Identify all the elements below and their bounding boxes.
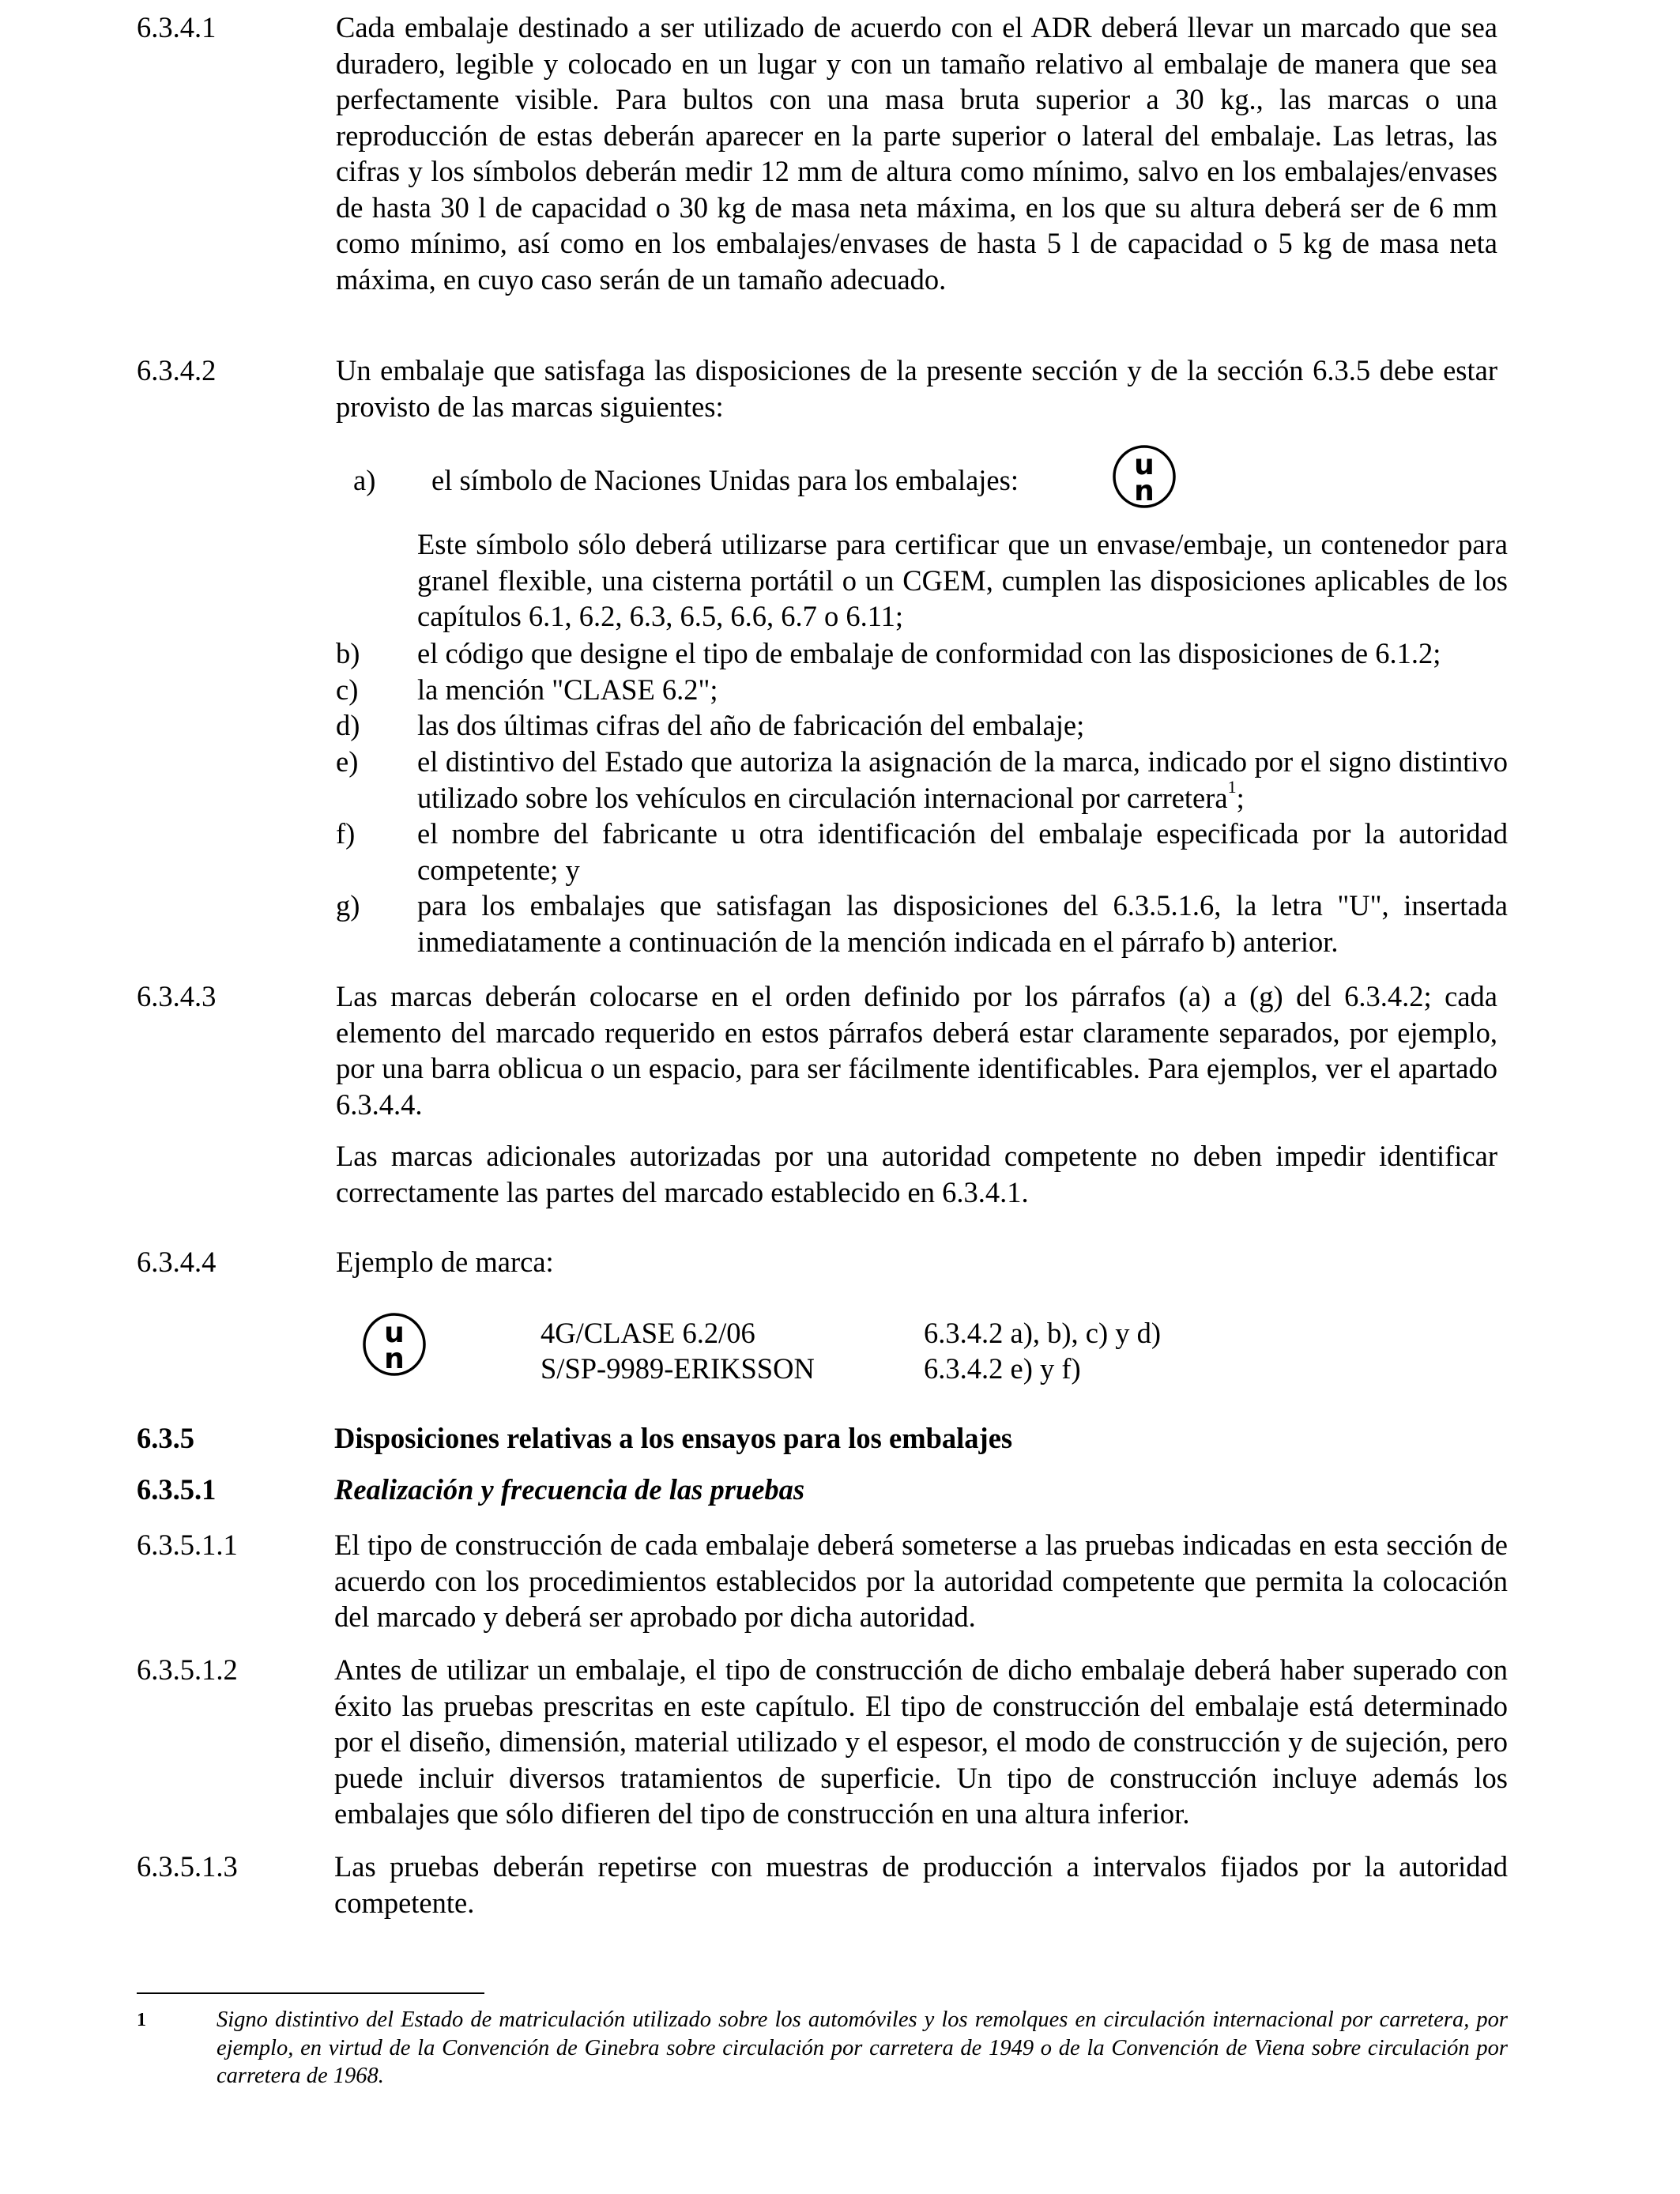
list-item-text <box>417 744 1508 816</box>
list-item-note <box>417 526 1508 635</box>
paragraph: Este símbolo sólo deberá utilizarse para certificar que un envase/embaje, un contenedor para granel flexible, una cisterna portátil o un CGEM, cumplen las disposiciones aplicables de los capítulos 6.1, 6.2, 6.3, 6.5, 6.6, 6.7 o 6.11; <box>417 528 1508 632</box>
list-item-text: el código que designe el tipo de embalaje de conformidad con las disposiciones de 6.1.2; <box>417 637 1441 669</box>
un-packaging-symbol-icon <box>362 1312 427 1377</box>
list-item-text: el símbolo de Naciones Unidas para los embalajes: <box>431 464 1019 496</box>
footnote-separator <box>137 1992 484 1994</box>
un-packaging-symbol-icon <box>1112 444 1177 509</box>
list-item-letter: d) <box>336 709 360 741</box>
section-text <box>334 1849 1508 1921</box>
example-mark: 4G/CLASE 6.2/06 <box>541 1317 755 1349</box>
section-text <box>336 978 1497 1122</box>
section-number: 6.3.5.1.1 <box>137 1529 238 1561</box>
section-number: 6.3.5.1 <box>137 1473 217 1506</box>
list-item-suffix: ; <box>1236 781 1245 814</box>
paragraph: El tipo de construcción de cada embalaje deberá someterse a las pruebas indicadas en esta sección de acuerdo con los procedimientos establecidos por la autoridad competente que permita la colocación del marcado y deberá ser aprobado por dicha autoridad. <box>334 1529 1508 1633</box>
paragraph: Cada embalaje destinado a ser utilizado de acuerdo con el ADR deberá llevar un marcado que sea duradero, legible y colocado en un lugar y con un tamaño relativo al embalaje de manera que sea perfectamente visible. Para bultos con una masa bruta superior a 30 kg., las marcas o una reproducción de estas deberán aparecer en la parte superior o lateral del embalaje. Las letras, las cifras y los símbolos deberán medir 12 mm de altura como mínimo, salvo en los embalajes/envases de hasta 30 l de capacidad o 30 kg de masa neta máxima, en los que su altura deberá ser de 6 mm como mínimo, así como en los embalajes/envases de hasta 5 l de capacidad o 5 kg de masa neta máxima, en cuyo caso serán de un tamaño adecuado. <box>336 11 1497 296</box>
section-title: Ejemplo de marca: <box>336 1246 554 1278</box>
list-item-letter: b) <box>336 637 360 669</box>
list-item-body: el distintivo del Estado que autoriza la asignación de la marca, indicado por el signo distintivo utilizado sobre los vehículos en circulación internacional por carretera <box>417 745 1508 814</box>
un-symbol-top-letter: u <box>1134 449 1155 481</box>
list-item-text: para los embalajes que satisfagan las disposiciones del 6.3.5.1.6, la letra "U", insertada inmediatamente a continuación de la mención indicada en el párrafo b) anterior. <box>417 889 1508 958</box>
section-number: 6.3.5.1.2 <box>137 1653 238 1686</box>
paragraph: Las pruebas deberán repetirse con muestras de producción a intervalos fijados por la autoridad competente. <box>334 1850 1508 1919</box>
list-item-text: las dos últimas cifras del año de fabricación del embalaje; <box>417 709 1085 741</box>
footnote-reference: 1 <box>1227 776 1237 797</box>
paragraph: Las marcas deberán colocarse en el orden definido por los párrafos (a) a (g) del 6.3.4.2; cada elemento del marcado requerido en estos párrafos deberá estar claramente separados, por ejemplo, por una barra oblicua o un espacio, para ser fácilmente identificables. Para ejemplos, ver el apartado 6.3.4.4. <box>336 980 1497 1121</box>
un-symbol-bottom-letter: n <box>1134 475 1155 507</box>
section-text <box>336 9 1497 297</box>
section-text <box>336 1138 1497 1210</box>
section-heading: Disposiciones relativas a los ensayos para los embalajes <box>334 1422 1013 1454</box>
footnote-number: 1 <box>137 2010 146 2030</box>
list-item-text: el nombre del fabricante u otra identificación del embalaje especificada por la autoridad competente; y <box>417 817 1508 886</box>
section-number: 6.3.4.1 <box>137 11 217 43</box>
un-symbol-bottom-letter: n <box>384 1343 405 1375</box>
example-mark: S/SP-9989-ERIKSSON <box>541 1352 815 1385</box>
paragraph: Las marcas adicionales autorizadas por una autoridad competente no deben impedir identificar correctamente las partes del marcado establecido en 6.3.4.1. <box>336 1140 1497 1208</box>
un-symbol-top-letter: u <box>384 1317 405 1349</box>
paragraph: Antes de utilizar un embalaje, el tipo de construcción de dicho embalaje deberá haber superado con éxito las pruebas prescritas en este capítulo. El tipo de construcción del embalaje está determinado por el diseño, dimensión, material utilizado y el espesor, el modo de construcción y de sujeción, pero puede incluir diversos tratamientos de superficie. Un tipo de construcción incluye además los embalajes que sólo difieren del tipo de construcción en una altura inferior. <box>334 1653 1508 1830</box>
section-text <box>334 1527 1508 1635</box>
section-number: 6.3.5 <box>137 1422 194 1454</box>
list-item-letter: f) <box>336 817 356 850</box>
example-reference: 6.3.4.2 a), b), c) y d) <box>924 1317 1162 1349</box>
paragraph: Un embalaje que satisfaga las disposiciones de la presente sección y de la sección 6.3.5 debe estar provisto de las marcas siguientes: <box>336 354 1497 423</box>
footnote-text: Signo distintivo del Estado de matriculación utilizado sobre los automóviles y los remolques en circulación internacional por carretera, por ejemplo, en virtud de la Convención de Ginebra sobre circulación por carretera de 1949 o de la Convención de Viena sobre circulación por carretera de 1968. <box>217 2007 1508 2088</box>
section-number: 6.3.4.3 <box>137 980 217 1012</box>
section-intro <box>336 352 1497 424</box>
list-item-letter: c) <box>336 673 359 706</box>
list-item-text: la mención "CLASE 6.2"; <box>417 673 718 706</box>
list-item-letter: g) <box>336 889 360 922</box>
list-item-letter: e) <box>336 745 359 778</box>
section-number: 6.3.4.4 <box>137 1246 217 1278</box>
section-heading: Realización y frecuencia de las pruebas <box>334 1473 805 1506</box>
section-text <box>334 1652 1508 1832</box>
example-reference: 6.3.4.2 e) y f) <box>924 1352 1081 1385</box>
section-number: 6.3.4.2 <box>137 354 217 386</box>
list-item-letter: a) <box>353 464 376 496</box>
section-number: 6.3.5.1.3 <box>137 1850 238 1883</box>
